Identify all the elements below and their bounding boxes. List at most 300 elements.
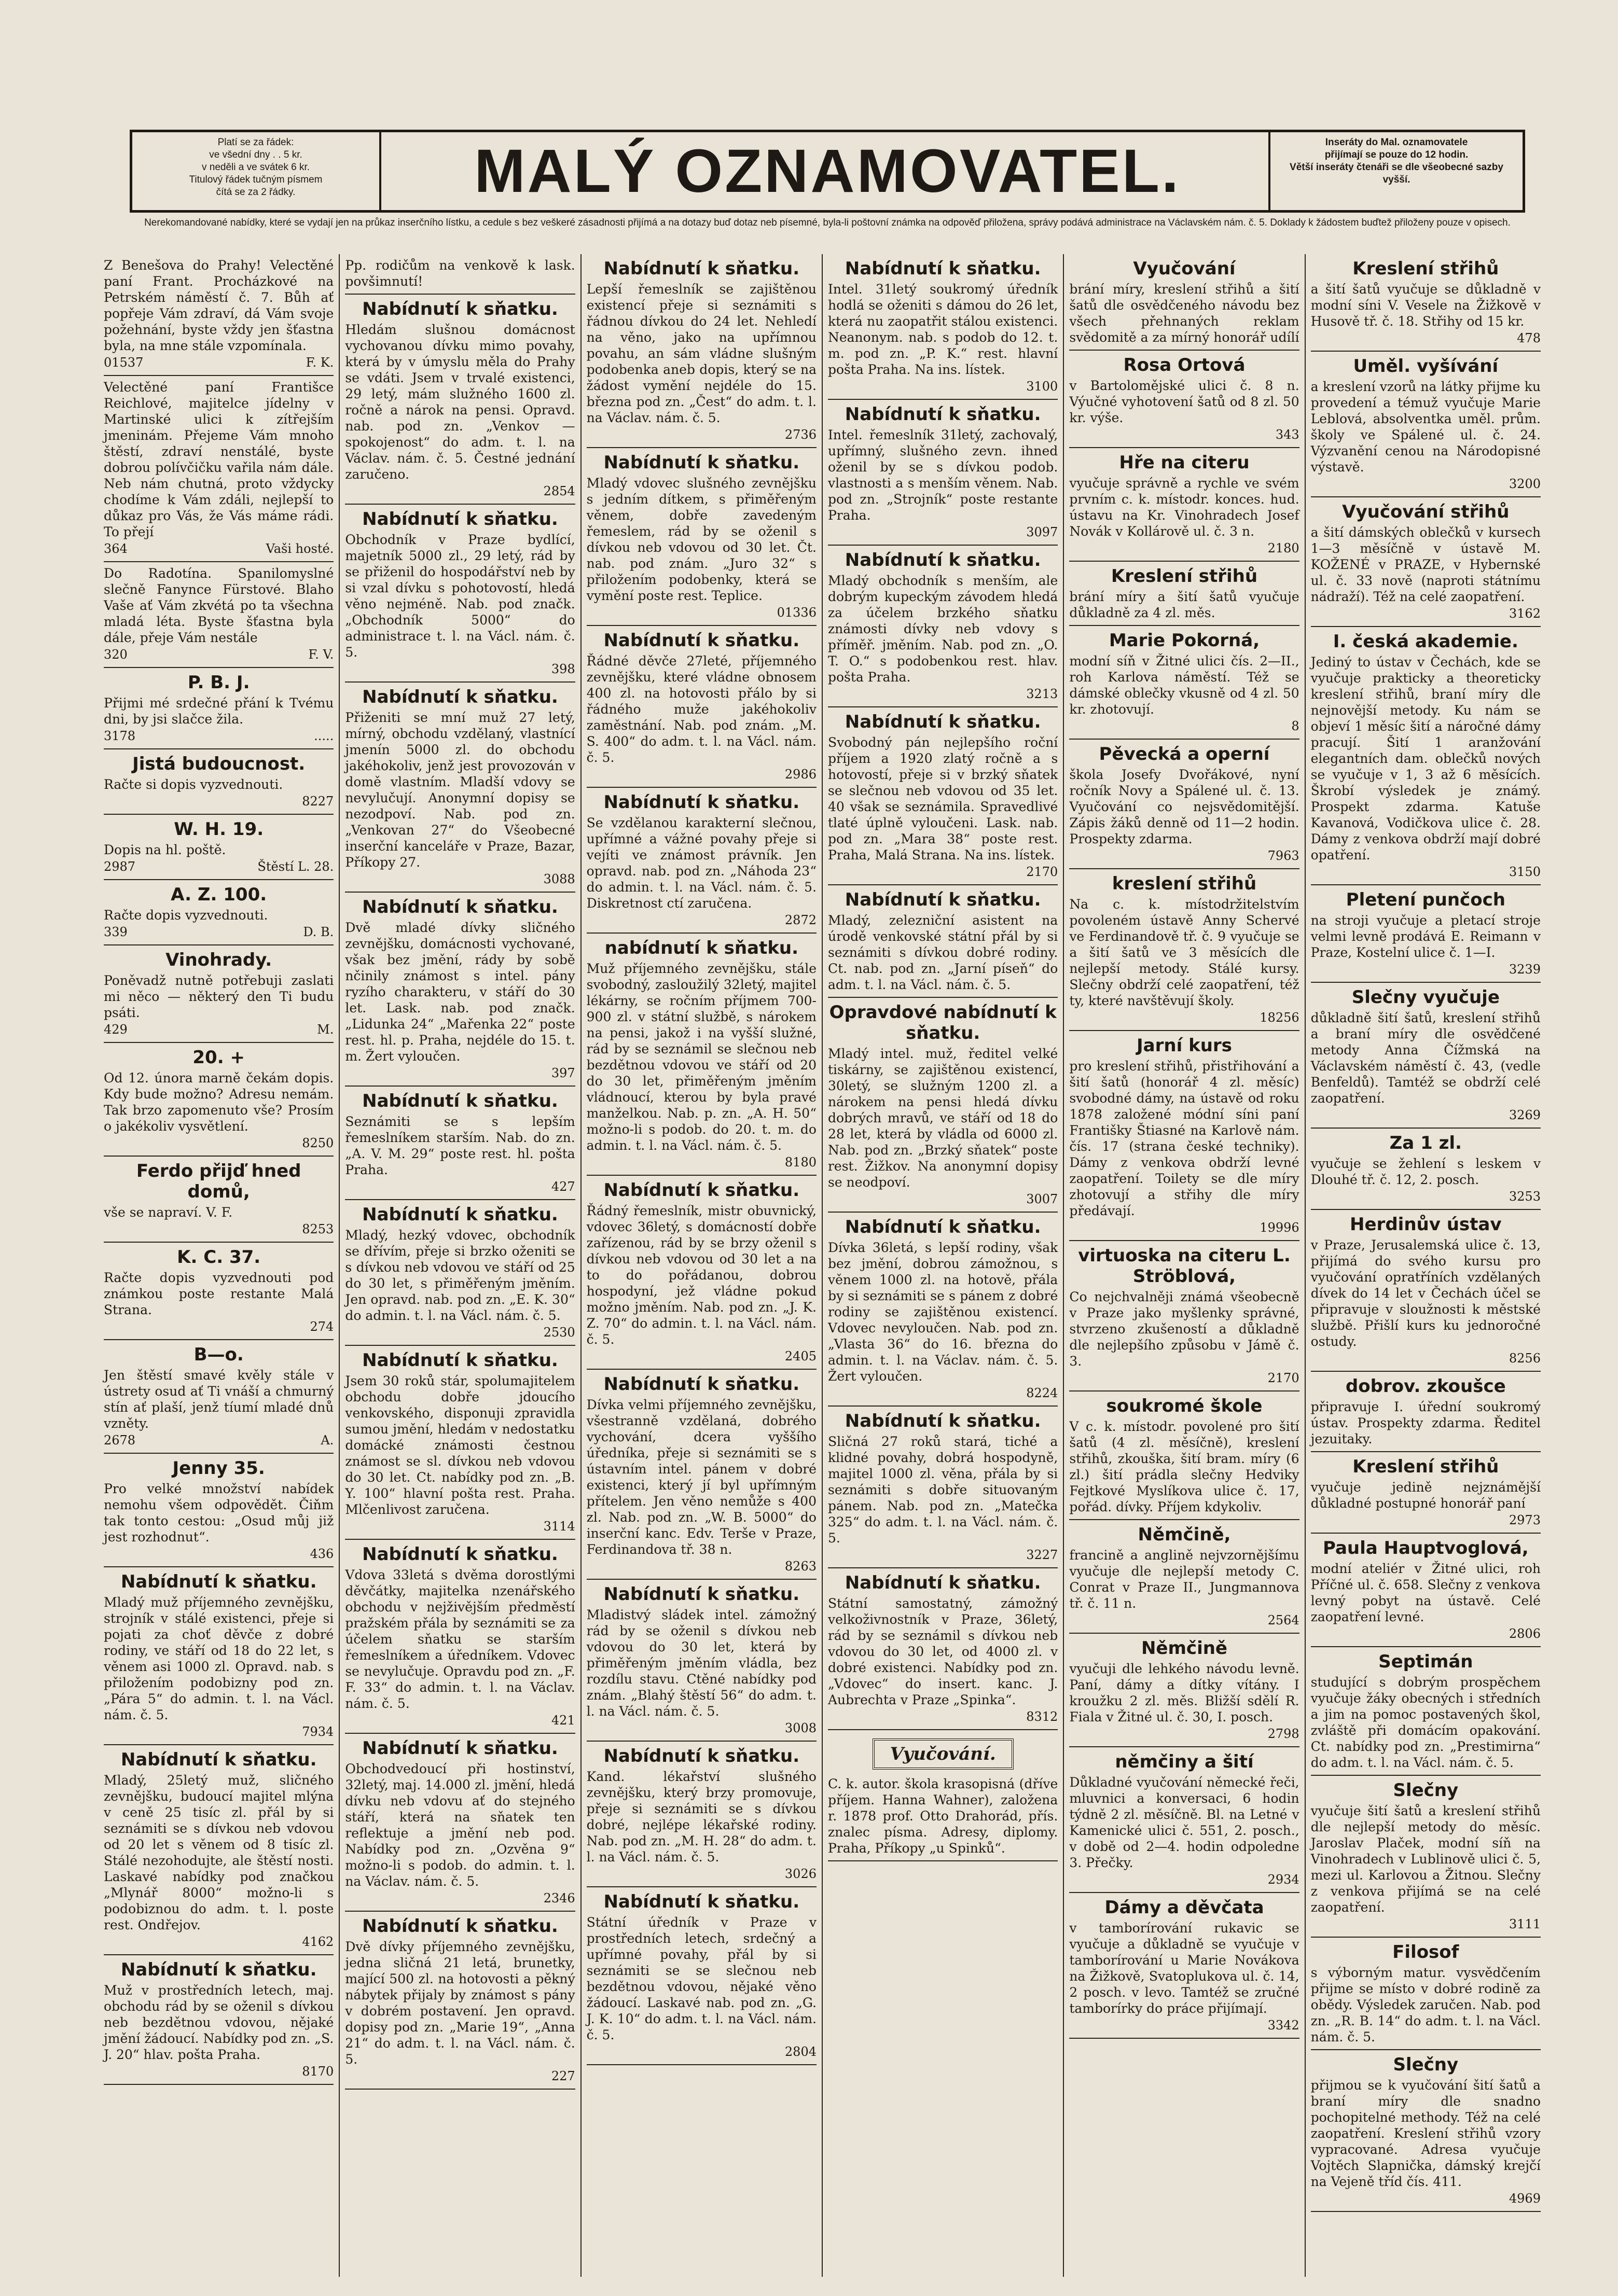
classified-ad	[104, 1745, 334, 1955]
ad-footer	[1069, 540, 1299, 556]
classified-ad	[828, 400, 1058, 546]
ad-heading: A. Z. 100.	[171, 884, 267, 905]
ad-signature: 3088	[543, 872, 575, 886]
ad-heading: Ferdo přijď hned domů,	[136, 1161, 301, 1202]
ad-column	[1306, 254, 1546, 2277]
ad-text: Intel. 31letý soukromý úředník hodlá se oženiti s dámou do 26 let, která nu zaopatřit stálou existenci. Neanonym. nab. s podob do 12. t. m. pod zn. „P. K.“ rest. hlavní pošta Praha. Na ins. lístek.	[827, 282, 1058, 377]
classified-ad	[1069, 1747, 1299, 1893]
ad-text: v tamborírování rukavic se vyučuje a důkladně se vyučuje v tamborírování u Marie Novákova na Žižkově, Svatoplukova ul. č. 14, 2 posch. v levo. Tamtéž se zručné tamborírky do práce přijímají.	[1069, 1921, 1299, 2016]
ad-code: 2678	[104, 1433, 136, 1448]
price-line: Titulový řádek tučným písmem	[189, 174, 323, 185]
boxed-notice-text: C. k. autor. škola krasopisná (dříve příjem. Hanna Wahner), založena r. 1878 prof. Otto Drahorád, přís. znalec písma. Adresy, diplomy. Praha, Příkopy „u Spinků“.	[828, 1773, 1058, 1861]
ad-signature: 2934	[1267, 1872, 1299, 1887]
ad-footer	[345, 1179, 575, 1195]
ad-heading: nabídnutí k sňatku.	[604, 938, 799, 958]
ad-signature: 421	[551, 1713, 575, 1728]
classified-ad	[587, 1580, 817, 1742]
ad-heading: Dámy a děvčata	[1104, 1897, 1264, 1918]
ad-heading: Nabídnutí k sňatku.	[603, 1374, 800, 1395]
classified-ad	[1069, 254, 1299, 351]
ad-text: Z Benešova do Prahy! Velectěné paní Frant. Procházkové na Petrském náměstí č. 7. Bůh ať popřeje Vám zdraví, dá Vám svoje požehnání, byste vždy jen šťastna byla, na mne stále vzpomínala.	[104, 258, 334, 353]
ad-text: Dvě mladé dívky sličného zevnějšku, domácnosti vychované, však bez jmění, rády by sobě nčinily známost s intel. pány ryzího charakteru, v stáří do 30 let. Lask. nab. pod značk. „Lidunka 24“ „Mařenka 22“ poste rest. hl. p. Praha, nejdéle do 15. t. m. Žert vyloučen.	[345, 920, 575, 1064]
ad-heading: Kreslení střihů	[1352, 1456, 1499, 1477]
price-line: čítá se za 2 řádky.	[216, 187, 296, 198]
classified-ad	[828, 1568, 1058, 1730]
ad-heading: Uměl. vyšívání	[1353, 356, 1499, 377]
classified-ad	[1069, 1893, 1299, 2039]
ad-signature: 7963	[1267, 848, 1299, 863]
ad-text: připravuje I. úřední soukromý ústav. Prospekty zdarma. Ředitel jezuitaky.	[1310, 1399, 1541, 1446]
ad-signature: Vaši hosté.	[266, 541, 334, 556]
ad-signature: 2736	[784, 427, 817, 442]
ad-text: vyučuje se žehlení s leskem v Dlouhé tř. č. 12, 2. posch.	[1310, 1156, 1541, 1187]
ad-text: V c. k. místodr. povolené pro šití šatů (4 zl. měsíčně), kreslení střihů, zkouška, šití bram. míry (6 zl.) šití prádla slečny Hedviky Fejtkové Myslíkova ulice č. 17, pořád. dívky. Příjem kdykoliv.	[1069, 1419, 1299, 1514]
ad-column	[823, 254, 1064, 2277]
ad-signature: 274	[310, 1319, 334, 1334]
classified-ad	[828, 1407, 1058, 1568]
page-title: MALÝ OZNAMOVATEL.	[474, 137, 1181, 205]
ad-text: Sličná 27 roků stará, tiché a klidné povahy, dobrá hospodyně, majitel 1000 zl. věna, přála by si seznámiti s dobře situovaným pánem. Nab. pod zn. „Matečka 325“ do adm. t. l. na Václ. nám. č. 5.	[827, 1434, 1058, 1546]
ad-heading: Nabídnutí k sňatku.	[362, 1738, 558, 1759]
ad-column	[340, 254, 581, 2277]
ad-heading: Kreslení střihů	[1352, 258, 1499, 279]
classified-ad	[345, 683, 575, 893]
ad-signature: 227	[551, 2069, 575, 2083]
ad-text: Obchodvedoucí při hostinství, 32letý, maj. 14.000 zl. jmění, hledá dívku neb vdovu ať do stejného stáří, která na sňatek ten reflektuje a jmění neb pod. Nabídky pod zn. „Ozvěna 9“ možno-li s podob. do admin. t. l. na Václav. nám. č. 5.	[345, 1761, 575, 1889]
ad-signature: 2804	[784, 2044, 817, 2059]
ad-signature: 3111	[1509, 1917, 1541, 1931]
ad-text: Jsem 30 roků stár, spolumajitelem obchodu dobře jdoucího venkovského, disponuji zpravidla sumou jmění, hledám v nedostatku domácké známosti čestnou známost se sl. dívkou neb vdovou do 30 let. Ct. nabídky pod zn. „B. Y. 100“ hlavní pošta rest. Praha. Mlčenlivost zaručena.	[345, 1373, 575, 1517]
ad-text: Mladý vdovec slušného zevnějšku s jedním dítkem, s přiměřeným věnem, dobře zavedeným řemeslem, rád by se oženil s dívkou neb vdovou od 30 let. Čt. nab. pod znám. „Juro 32“ s přiložením podobenky, která se vymění poste rest. Teplice.	[586, 476, 817, 603]
classified-ad	[828, 546, 1058, 707]
ad-heading: Jistá budoucnost.	[132, 754, 306, 774]
ad-heading: P. B. J.	[187, 672, 250, 693]
ad-footer	[1311, 476, 1541, 492]
ad-heading: Za 1 zl.	[1389, 1133, 1462, 1153]
ad-footer	[104, 1022, 334, 1038]
ad-text: Se vzdělanou karakterní slečnou, upřímné a vážné povahy přeje si vejíti ve známost právník. Jen opravd. nab. pod zn. „Náhoda 23“ do admin. t. l. na Václ. nám. č. 5. Diskretnost ctí zaručena.	[586, 815, 817, 911]
ad-heading: Nabídnutí k sňatku.	[362, 1204, 558, 1225]
ad-signature: 3007	[1026, 1192, 1058, 1206]
classified-ad	[104, 1043, 334, 1157]
ad-footer	[1069, 427, 1299, 443]
ad-footer	[104, 1221, 334, 1237]
ad-footer	[1311, 2191, 1541, 2207]
ad-text: přijmou se k vyučování šití šatů a braní míry dle snadno pochopitelné methody. Též na celé zaopatření. Kreslení střihů vzory vypracované. Adresa vyučuje Vojtěch Slapnička, dámský krejčí na Vejeně tříd čís. 411.	[1310, 2078, 1541, 2189]
ad-text: vyučuje jedině nejznámější důkladné postupné honorář paní	[1310, 1480, 1541, 1511]
ad-signature: 3150	[1509, 865, 1541, 879]
classified-ad	[1311, 254, 1541, 352]
ad-footer	[104, 647, 334, 663]
ad-heading: Jenny 35.	[172, 1458, 265, 1479]
ad-text: a kreslení vzorů na látky přijme ku provedení a témuž vyučuje Marie Leblová, absolventka uměl. prům. školy ve Spálené ul. č. 24. Výzvanění cenou na Národopisné výstavě.	[1310, 379, 1541, 475]
ad-heading: Filosof	[1392, 1942, 1459, 1963]
info-line: Inseráty do Mal. oznamovatele	[1325, 137, 1468, 148]
ad-heading: Nabídnutí k sňatku.	[362, 1544, 558, 1565]
ad-heading: Opravdové nabídnutí k sňatku.	[829, 1002, 1057, 1043]
ad-text: Račte si dopis vyzvednouti.	[104, 777, 283, 792]
price-line: v neděli a ve svátek 6 kr.	[201, 162, 310, 173]
ad-footer	[345, 1890, 575, 1907]
classified-ad	[1311, 1452, 1541, 1534]
ad-heading: Paula Hauptvoglová,	[1322, 1538, 1529, 1559]
ad-text: Pro velké množství nabídek nemohu všem odpovědět. Čiňm tak tonto cestou: „Osud můj již jest rozhodnut“.	[104, 1481, 334, 1544]
ad-heading: Nabídnutí k sňatku.	[362, 1916, 558, 1937]
ad-footer	[1069, 718, 1299, 734]
ad-heading: virtuoska na citeru L. Ströblová,	[1078, 1245, 1291, 1287]
ad-footer	[104, 1319, 334, 1335]
ad-heading: Nabídnutí k sňatku.	[362, 509, 558, 530]
ad-signature: 3200	[1509, 477, 1541, 491]
ad-text: Přiženiti se mní muž 27 letý, mírný, obchodu vzdělaný, vlastnící jmenín 5000 zl. do obchodu jakéhokoliv, jenž jest provozován v domě vlastním. Mladší vdovy se nevylučují. Anonymní dopisy se nezodpoví. Nab. pod zn. „Venkovan 27“ do Všeobecné inserční kanceláře v Praze, Bazar, Příkopy 27.	[345, 710, 575, 870]
ad-text: vše se napraví. V. F.	[104, 1205, 233, 1220]
ad-heading: Nabídnutí k sňatku.	[603, 258, 800, 279]
ad-footer	[828, 1191, 1058, 1207]
price-box	[132, 132, 381, 210]
classified-ad	[1069, 448, 1299, 562]
ad-signature: 397	[551, 1066, 575, 1080]
ad-footer	[104, 924, 334, 940]
ad-footer	[1311, 1512, 1541, 1528]
classified-ad	[587, 1887, 817, 2065]
classified-ad	[587, 1176, 817, 1370]
ad-text: Muž v prostředních letech, maj. obchodu rád by se oženil s dívkou neb bezdětnou vdovou, nějaké jmění žádoucí. Nabídky pod zn. „S. J. 20“ hlav. pošta Praha.	[104, 1983, 334, 2062]
info-line: Větší inseráty čtenáři se dle všeobecné sazby vyšší.	[1290, 162, 1503, 185]
masthead-notice: Nerekomandované nabídky, které se vydají jen na průkaz inserčního lístku, a cedule s bez veškeré zásadnosti přijímá a na dotazy buď dotaz neb písemné, byla-li poštovní známka na odpověď přiložena, správy podává administrace na Václavském nám. č. 5. Doklady k žádostem buďtež přiloženy pouze v opisech.	[144, 217, 1511, 228]
ad-signature: 8	[1291, 719, 1299, 733]
ad-footer	[1311, 1351, 1541, 1367]
ad-heading: Kreslení střihů	[1111, 566, 1258, 587]
ad-heading: Nabídnutí k sňatku.	[362, 897, 558, 917]
ad-signature: F. V.	[308, 647, 334, 662]
ad-heading: Nabídnutí k sňatku.	[362, 687, 558, 707]
ad-heading: Nabídnutí k sňatku.	[362, 1091, 558, 1111]
ad-heading: Nabídnutí k sňatku.	[845, 889, 1041, 910]
ad-footer	[104, 859, 334, 875]
ad-code: 01537	[104, 355, 144, 370]
ad-text: Státní samostatný, zámožný velkoživnostník v Praze, 36letý, rád by se seznámil s dívkou neb vdovou do 30 let, od 4000 zl. v dobré existenci. Nabídky pod zn. „Vdovec“ do insert. kanc. J. Aubrechta v Praze „Spinka“.	[827, 1596, 1058, 1707]
ad-signature: 2986	[784, 767, 817, 782]
classified-ad	[1069, 626, 1299, 740]
ad-text: a šití dámských oblečků v kursech 1—3 měsíčně v ústavě M. KOŽENÉ v PRAZE, v Hybernské ul. č. 33 nově (naproti státnímu nádraží). Též na celé zaopatření.	[1310, 525, 1541, 604]
ad-footer	[587, 1154, 817, 1171]
classified-ad	[1069, 1031, 1299, 1241]
ad-heading: Jarní kurs	[1137, 1035, 1232, 1056]
classified-ad	[104, 668, 334, 749]
ad-signature: 2806	[1509, 1626, 1541, 1641]
ad-code: 339	[104, 925, 128, 939]
classified-ad	[1311, 1938, 1541, 2050]
info-line: přijímají se pouze do 12 hodin.	[1324, 149, 1469, 160]
ad-heading: Němčině,	[1138, 1524, 1231, 1545]
ad-text: Intel. řemeslník 31letý, zachovalý, upřímný, slušného zevn. ihned oženil by se s dívkou podob. vlastnosti a s menším věnem. Nab. pod zn. „Strojník“ poste restante Praha.	[827, 427, 1058, 523]
classified-ad	[1311, 352, 1541, 497]
ads-columns	[99, 254, 1546, 2277]
ad-heading: Nabídnutí k sňatku.	[603, 452, 800, 473]
ad-signature: 3026	[784, 1867, 817, 1881]
ad-heading: Nabídnutí k sňatku.	[120, 1959, 317, 1980]
classified-ad	[104, 945, 334, 1043]
ad-text: Přijmi mé srdečné přání k Tvému dni, by jsi slačce žila.	[104, 695, 334, 727]
ad-signature: 343	[1275, 427, 1299, 442]
ad-text: Muž příjemného zevnějšku, stále svobodný, zasloužilý 32letý, majitel lékárny, se ročním příjmem 700-900 zl. v státní službě, s nárokem na pensi, jakož i na vyšší služné, rád by se seznámil se slečnou neb bezdětnou vdovou ve stáří od 20 do 30 let, přiměřeným jměním vládnoucí, kterou by byla pravé manželkou. Nab. p. zn. „A. H. 50“ možno-li s podob. do 20. t. m. do admin. t. l. na Václ. nám. č. 5.	[586, 961, 817, 1153]
ad-footer	[345, 2068, 575, 2084]
ad-code: 3178	[104, 729, 136, 743]
ad-signature: 7934	[302, 1724, 334, 1739]
ad-text: Dvě dívky příjemného zevnějšku, jedna sličná 21 letá, brunetky, mající 500 zl. na hotovosti a pěkný nábytek přijaly by známost s pány v dobrém postavení. Jen opravd. dopisy pod zn. „Marie 19“, „Anna 21“ do adm. t. l. na Václ. nám. č. 5.	[345, 1939, 575, 2067]
ad-footer	[345, 1713, 575, 1729]
classified-ad	[104, 1567, 334, 1745]
classified-ad	[345, 893, 575, 1087]
classified-ad	[828, 254, 1058, 400]
ad-footer	[1069, 1726, 1299, 1742]
classified-ad	[1311, 1776, 1541, 1938]
ad-footer	[1069, 2017, 1299, 2034]
ad-footer	[1311, 330, 1541, 346]
ad-signature: 427	[551, 1179, 575, 1194]
classified-ad	[1069, 1391, 1299, 1520]
classified-ad	[345, 1540, 575, 1734]
ad-signature: M.	[317, 1022, 334, 1037]
ad-footer	[345, 483, 575, 499]
ad-signature: .....	[314, 729, 334, 743]
ad-signature: 398	[551, 662, 575, 676]
classified-ad	[587, 1370, 817, 1580]
ad-signature: 8170	[302, 2064, 334, 2079]
ad-footer	[104, 794, 334, 810]
classified-ad	[345, 1087, 575, 1200]
ad-heading: Slečny	[1393, 1780, 1459, 1801]
ad-heading: B—o.	[193, 1344, 244, 1365]
ad-footer	[104, 355, 334, 371]
classified-ad	[345, 1200, 575, 1346]
ad-text: Řádný řemeslník, mistr obuvnický, vdovec 36letý, s domácností dobře zařízenou, rád by se brzy oženil s dívkou neb vdovou od 30 let a na to do pořádanou, dobrou hospodyní, jež vládne pokud možno jměním. Nab. pod zn. „J. K. Z. 70“ do admin. t. l. na Václ. nám. č. 5.	[586, 1203, 817, 1347]
ad-text: brání míry a šití šatů vyučuje důkladně za 4 zl. měs.	[1069, 589, 1299, 620]
ad-footer	[828, 379, 1058, 395]
ad-signature: 3162	[1509, 606, 1541, 621]
ad-text: Dívka velmi příjemného zevnějšku, všestranně vzdělaná, dobrého vychování, dcera vyššího úředníka, přeje si seznámiti se s ústavním intel. pánem v dobré existenci, který jí byl upřímným přítelem. Jen věno nemůže s 400 zl. Nab. pod zn. „W. B. 5000“ do inserční kanc. Edv. Terše v Praze, Ferdinandova tř. 38 n.	[586, 1397, 817, 1557]
ad-footer	[345, 1065, 575, 1081]
ad-heading: Nabídnutí k sňatku.	[845, 1217, 1041, 1237]
classified-ad	[1311, 1372, 1541, 1452]
ad-footer	[828, 1385, 1058, 1401]
ad-text: v Bartolomějské ulici č. 8 n. Výučné vyhotovení šatů od 8 zl. 50 kr. výše.	[1069, 378, 1299, 425]
ad-footer	[587, 605, 817, 621]
classified-ad	[1311, 1210, 1541, 1372]
ad-signature: 8263	[784, 1559, 817, 1574]
ad-signature: 2170	[1267, 1371, 1299, 1385]
ad-heading: Nabídnutí k sňatku.	[845, 258, 1041, 279]
ad-signature: 8227	[302, 794, 334, 809]
ad-heading: Slečny vyučuje	[1351, 987, 1500, 1008]
ad-footer	[828, 686, 1058, 702]
ad-signature: Štěstí L. 28.	[257, 859, 334, 874]
ad-signature: 2346	[543, 1891, 575, 1905]
ad-column	[582, 254, 823, 2277]
ad-text: na stroji vyučuje a pletací stroje velmi levně prodává E. Reimann v Praze, Kostelní ulice č. 1—I.	[1310, 913, 1541, 960]
ad-signature: 18256	[1260, 1010, 1299, 1025]
classified-ad	[345, 1346, 575, 1540]
ad-heading: Nabídnutí k sňatku.	[603, 630, 800, 651]
ad-heading: Nabídnutí k sňatku.	[845, 404, 1041, 425]
classified-ad	[1069, 740, 1299, 869]
ad-text: modní síň v Žitné ulici čís. 2—II., roh Karlova náměstí. Též se dámské oblečky vkusně od 4 zl. 50 kr. zhotovují.	[1069, 653, 1299, 717]
ad-footer	[587, 1720, 817, 1736]
ad-text: Vdova 33letá s dvěma dorostlými děvčátky, majitelka nzenářského obchodu v nejživějším předměstí pražském přála by seznámiti se za účelem sňatku se starším řemeslníkem a úředníkem. Vdovec se nevylučuje. Opravdu pod zn. „F. F. 33“ do admin. t. l. na Václav. nám. č. 5.	[345, 1567, 575, 1711]
ad-heading: Vinohrady.	[165, 950, 272, 970]
ad-heading: Nabídnutí k sňatku.	[603, 1180, 800, 1201]
ad-heading: Rosa Ortová	[1123, 355, 1246, 375]
ad-footer	[345, 1325, 575, 1341]
ad-text: Mladý intel. muž, ředitel velké tiskárny, se zajištěnou existencí, 30letý, se služným 1200 zl. a nárokem na pensi hledá dívku dobrých mravů, ve stáří od 18 do 28 let, která by vládla od 6000 zl. Nab. pod zn. „Brzký sňatek“ poste rest. Žižkov. Na anonymní dopisy se neodpoví.	[827, 1046, 1058, 1190]
ad-signature: A.	[321, 1433, 334, 1448]
ad-footer	[345, 871, 575, 887]
ad-heading: kreslení střihů	[1112, 873, 1257, 894]
ad-footer	[104, 1546, 334, 1562]
ad-footer	[1069, 1612, 1299, 1629]
classified-ad	[104, 749, 334, 815]
ad-signature: 3097	[1026, 525, 1058, 539]
ad-heading: Nabídnutí k sňatku.	[120, 1571, 317, 1592]
ad-text: Důkladné vyučování německé řeči, mluvnici a konversaci, 6 hodin týdně 2 zl. měsíčně. Bl. na Letné v Kamenické ulici č. 551, 2. posch., v době od 2—4. hodin odpoledne 3. Přečky.	[1069, 1775, 1299, 1870]
classified-ad	[587, 626, 817, 788]
ad-code: 364	[104, 541, 128, 556]
ad-heading: Pletení punčoch	[1346, 889, 1505, 910]
ad-heading: Nabídnutí k sňatku.	[845, 1573, 1041, 1593]
ad-heading: Septimán	[1378, 1651, 1473, 1672]
ad-signature: 2798	[1267, 1727, 1299, 1741]
ad-signature: 3213	[1026, 687, 1058, 701]
ad-heading: K. C. 37.	[177, 1247, 261, 1268]
ad-heading: dobrov. zkoušce	[1345, 1376, 1506, 1397]
ad-text: Hledám slušnou domácnost vychovanou dívku mimo povahy, která by v úmyslu měla do Prahy se vdáti. Jsem v trvalé existenci, 29 letý, mám služného 1600 zl. ročně a nárok na pensi. Opravd. nab. pod zn. „Venkov — spokojenost“ do adm. t. l. na Václav. nám. č. 5. Čestné jednání zaručeno.	[345, 322, 575, 482]
classified-ad	[104, 1243, 334, 1340]
ad-footer	[1311, 962, 1541, 978]
classified-ad	[587, 254, 817, 448]
ad-heading: Pěvecká a operní	[1099, 744, 1270, 764]
ad-column	[99, 254, 340, 2277]
ad-footer	[587, 767, 817, 783]
ad-signature: 8312	[1026, 1709, 1058, 1724]
ad-heading: Nabídnutí k sňatku.	[845, 712, 1041, 732]
ad-text: Mladý, zelezniční asistent na úrodě venkovské státní přál by si seznámiti s dívkou dobré rodiny. Ct. nab. pod zn. „Jarní píseň“ do adm. t. l. na Václ. nám. č. 5.	[827, 913, 1058, 992]
boxed-notice-title: Vyučování.	[873, 1738, 1014, 1770]
ad-signature: 8253	[302, 1222, 334, 1236]
classified-ad	[104, 815, 334, 880]
info-box	[1268, 132, 1523, 210]
ad-signature: 2854	[543, 484, 575, 498]
ad-footer	[1311, 1189, 1541, 1205]
ad-text: pro kreslení střihů, přistřihování a šití šatů (honorář 4 zl. měsíc) svobodné dámy, na ústavě od roku 1878 založené módní síni paní Františky Štiasné na Karlově nám. čís. 17 (strana české techniky). Dámy z venkova obdrží levné zaopatření. Toilety se dle míry zhotovují a střihy dle míry předávají.	[1069, 1059, 1299, 1218]
ad-signature: 8250	[302, 1136, 334, 1150]
ad-signature: 3239	[1509, 962, 1541, 977]
classified-ad	[587, 788, 817, 934]
classified-ad	[828, 998, 1058, 1213]
ad-text: Lepší řemeslník se zajištěnou existencí přeje si seznámiti s řádnou dívkou do 24 let. Nehledí na věno, jako na upřímnou povahu, an sám vládne slušným podobenka aneb dopis, který se na žádost vymění nejdéle do 15. března pod zn. „Čest“ do adm. t. l. na Václav. nám. č. 5.	[586, 282, 817, 425]
ad-heading: Hře na citeru	[1119, 452, 1250, 473]
ad-heading: Nabídnutí k sňatku.	[362, 1350, 558, 1371]
ad-signature: 2564	[1267, 1613, 1299, 1627]
ad-footer	[587, 1559, 817, 1575]
ad-footer	[1069, 848, 1299, 864]
ad-signature: 3342	[1267, 2018, 1299, 2033]
ad-text: a šití šatů vyučuje se důkladně v modní síni V. Vesele na Žižkově v Husově tř. č. 18. Střihy od 15 kr.	[1310, 282, 1541, 329]
ad-footer	[345, 1519, 575, 1535]
ad-footer	[1311, 1626, 1541, 1642]
ad-text: brání míry, kreslení střihů a šití šatů dle osvědčeného návodu bez všech přehnaných reklam svědomitě a za mírný honorář udílí	[1069, 282, 1299, 345]
ad-footer	[1069, 1872, 1299, 1888]
ad-text: Svobodný pán nejlepšího roční příjem a 1920 zlatý ročně a s hotovostí, přeje si v brzký sňatek se slečnou neb vdovou od 35 let. 40 však se seznámila. Spravedlivé tlaté úplně vyloučeni. Lask. nab. pod zn. „Mara 38“ poste rest. Praha, Malá Strana. Na ins. lístek.	[827, 735, 1058, 862]
ad-text: studující s dobrým prospěchem vyučuje žáky obecných i středních a jim na pomoc postavených škol, zvláště při domácím opakování. Ct. nabídky pod zn. „Prestimirna“ do adm. t. l. na Václ. nám. č. 5.	[1310, 1675, 1541, 1770]
ad-signature: 3253	[1509, 1189, 1541, 1204]
classified-ad	[104, 254, 334, 376]
classified-ad	[345, 1734, 575, 1912]
ad-footer	[587, 2044, 817, 2060]
ad-heading: Nabídnutí k sňatku.	[120, 1749, 317, 1770]
ad-text: Obchodník v Praze bydlící, majetník 5000 zl., 29 letý, rád by se přiženil do hospodářství neb by si vzal dívku s pohotovostí, hledá věno nejméně. Nab. pod značk. „Obchodník 5000“ do administrace t. l. na Václ. nám. č. 5.	[345, 532, 575, 660]
classified-ad	[345, 254, 575, 295]
ad-text: Dopis na hl. poště.	[104, 842, 226, 857]
ad-signature: 01336	[777, 605, 817, 620]
classified-ad	[587, 934, 817, 1176]
ad-heading: Nabídnutí k sňatku.	[845, 550, 1041, 570]
ad-text: Kand. lékařství slušného zevnějšku, který brzy promovuje, přeje si seznámiti se s dívkou dobré, nejlépe lékařské rodiny. Nab. pod zn. „M. H. 28“ do adm. t. l. na Václ. nám. č. 5.	[586, 1769, 817, 1864]
ad-text: Do Radotína. Spanilomyslné slečně Fanynce Fürstové. Blaho Vaše ať Vám zkvétá po ta všechna mladá léta. Byste šťastna byla dále, přeje Vám nestále	[104, 566, 334, 645]
ad-text: s výborným matur. vysvědčením přijme se místo v dobré rodině za obědy. Výsledek zaručen. Nab. pod zn. „R. B. 14“ do adm. t. l. na Václ. nám. č. 5.	[1310, 1965, 1541, 2044]
ad-text: vyučuji dle lehkého návodu levně. Paní, dámy a dítky vítány. I kroužku 2 zl. měs. Bližší sdělí R. Fiala v Žitné ul. č. 30, I. posch.	[1069, 1661, 1299, 1724]
ad-signature: 3100	[1026, 379, 1058, 394]
classified-ad	[345, 295, 575, 505]
ad-text: Dívka 36letá, s lepší rodiny, však bez jmění, dobrou zámožnou, s věnem 1000 zl. na hotově, přála by si seznámiti se s pánem z dobré rodiny se zajištěnou existencí. Vdovec nevyloučen. Nab. pod zn. „Vlasta 36“ do 16. března do admin. t. l. na Václav. nám. č. 5. Žert vyloučen.	[827, 1240, 1058, 1384]
ad-signature: 3227	[1026, 1548, 1058, 1562]
classified-ad	[1069, 562, 1299, 626]
classified-ad	[1069, 1634, 1299, 1747]
ad-footer	[1069, 1220, 1299, 1236]
ad-signature: 4162	[302, 1935, 334, 1949]
ad-footer	[587, 1348, 817, 1365]
ad-text: Státní úředník v Praze v prostředních letech, srdečný a upřímné povahy, přál by si seznámiti se se slečnou neb bezdětnou vdovou, nějaké věno žádoucí. Laskavé nab. pod zn. „G. J. K. 10“ do adm. t. l. na Václ. nám. č. 5.	[586, 1915, 817, 2042]
ad-footer	[1069, 1010, 1299, 1026]
ad-footer	[1311, 864, 1541, 880]
ad-text: Od 12. února marně čekám dopis. Kdy bude možno? Adresu nemám. Tak brzo zapomenuto vše? Prosím o jakékoliv vysvětlení.	[104, 1070, 334, 1134]
ad-footer	[104, 2064, 334, 2080]
ad-footer	[1069, 1370, 1299, 1386]
ad-text: Mladý muž příjemného zevnějšku, strojník v stálé existenci, přeje si pojati za choť děvče z dobré rodiny, ve stáří od 18 do 22 let, s věnem asi 1000 zl. Opravd. nab. s přiložením podobizny pod zn. „Pára 5“ do admin. t. l. na Václ. nám. č. 5.	[104, 1595, 334, 1722]
ad-signature: 2405	[784, 1349, 817, 1363]
ad-text: Mladý obchodník s menším, ale dobrým kupeckým závodem hledá za účelem brzkého sňatku známosti dívky neb vdovy s příměř. jměním. Nab. pod zn. „O. T. O.“ s podobenkou rest. hlav. pošta Praha.	[827, 573, 1058, 685]
ad-heading: Herdinův ústav	[1350, 1214, 1502, 1235]
ad-text: Na c. k. místodržitelstvím povoleném ústavě Anny Schervé ve Ferdinandově tř. č. 9 vyučuje se a šití šatů ve 3 měsících dle nejlepší metody. Stálé kursy. Slečny obdrží celé zaopatření, též ty, které navštěvují školy.	[1069, 897, 1299, 1008]
ad-heading: Nabídnutí k sňatku.	[603, 792, 800, 813]
ad-heading: Slečny	[1393, 2054, 1459, 2075]
ad-footer	[104, 1934, 334, 1950]
ad-text: Račte dopis vyzvednouti pod známkou poste restante Malá Strana.	[104, 1270, 334, 1317]
classified-ad	[104, 1955, 334, 2085]
classified-ad	[1069, 1520, 1299, 1634]
ad-signature: 2973	[1509, 1513, 1541, 1527]
ad-text: Jediný to ústav v Čechách, kde se vyučuje prakticky a theoreticky kreslení střihů, braní míry dle nejnovější metody. Ku nám se objeví 1 měsíc šití a náročné dámy pracují. Šití 1 aranžování elegantních dam. oblečků nových se vyučuje v 1, 3 až 6 měsících. Škrobí výsledek je známý. Prospekt zdarma. Katuše Kavanová, Vodičkova ulice č. 28. Dámy z venkova obdrží mají dobré opatření.	[1310, 655, 1541, 862]
ad-signature: 2530	[543, 1325, 575, 1340]
classified-ad	[1311, 497, 1541, 627]
ad-signature: 8224	[1026, 1386, 1058, 1400]
classified-ad	[1311, 885, 1541, 983]
ad-column	[1064, 254, 1305, 2277]
ad-text: modní ateliér v Žitné ulici, roh Příčné ul. č. 658. Slečny z venkova levný pobyt na ústavě. Celé zaopatření levné.	[1310, 1561, 1541, 1624]
ad-heading: Vyučování střihů	[1342, 502, 1510, 522]
ad-signature: 3269	[1509, 1108, 1541, 1122]
ad-heading: soukromé škole	[1106, 1396, 1263, 1416]
classified-ad	[104, 880, 334, 945]
